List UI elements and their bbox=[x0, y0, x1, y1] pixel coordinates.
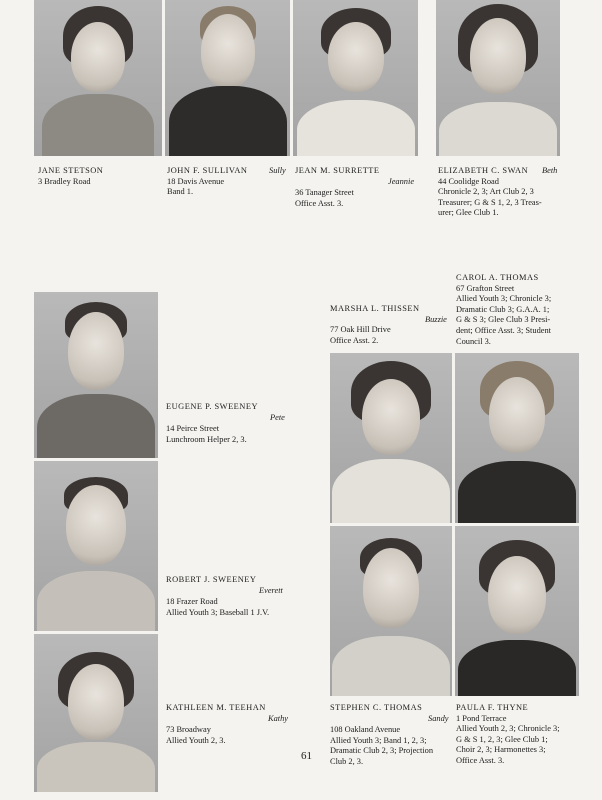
student-caption bbox=[456, 703, 560, 767]
student-name: JOHN F. SULLIVAN bbox=[167, 166, 248, 175]
student-nickname: Pete bbox=[270, 413, 285, 422]
student-caption bbox=[166, 703, 266, 714]
student-address: 3 Bradley Road bbox=[38, 176, 91, 186]
student-nickname: Everett bbox=[259, 586, 283, 595]
student-activities: Office Asst. 3. bbox=[456, 755, 505, 765]
student-name: PAULA F. THYNE bbox=[456, 703, 529, 712]
student-activities: Chronicle 2, 3; Art Club 2, 3 bbox=[438, 187, 534, 197]
student-nickname: Buzzie bbox=[425, 315, 447, 324]
student-activities: Allied Youth 2, 3. bbox=[166, 735, 226, 745]
student-caption bbox=[166, 575, 256, 586]
student-name: EUGENE P. SWEENEY bbox=[166, 402, 259, 411]
student-address: 18 Davis Avenue bbox=[167, 176, 225, 186]
student-activities: Office Asst. 3. bbox=[295, 198, 344, 208]
student-activities: G & S 3; Glee Club 3 Presi- bbox=[456, 315, 551, 325]
student-name: JEAN M. SURRETTE bbox=[295, 166, 380, 175]
student-address: 44 Coolidge Road bbox=[438, 176, 499, 186]
student-activities: Club 2, 3. bbox=[330, 756, 364, 766]
student-address: 1 Pond Terrace bbox=[456, 713, 507, 723]
portrait-kathleen-teehan bbox=[34, 634, 158, 792]
student-activities: Office Asst. 2. bbox=[330, 335, 379, 345]
portrait-jean-surrette bbox=[293, 0, 418, 156]
student-caption-details bbox=[166, 424, 247, 445]
student-activities: Choir 2, 3; Harmonettes 3; bbox=[456, 745, 546, 755]
student-caption-details bbox=[295, 188, 354, 209]
student-caption bbox=[438, 166, 542, 219]
student-nickname: Sandy bbox=[428, 714, 449, 723]
student-name: STEPHEN C. THOMAS bbox=[330, 703, 423, 712]
student-activities: Band 1. bbox=[167, 187, 194, 197]
student-name: MARSHA L. THISSEN bbox=[330, 304, 420, 313]
student-activities: Allied Youth 2, 3; Chronicle 3; bbox=[456, 724, 560, 734]
page-number: 61 bbox=[301, 750, 312, 762]
student-address: 18 Frazer Road bbox=[166, 597, 218, 606]
student-activities: Allied Youth 3; Chronicle 3; bbox=[456, 294, 552, 304]
student-activities: Dramatic Club 2, 3; Projection bbox=[330, 746, 434, 756]
student-address: 14 Peirce Street bbox=[166, 424, 220, 433]
student-name: ELIZABETH C. SWAN bbox=[438, 166, 529, 175]
portrait-paula-thyne bbox=[455, 526, 579, 696]
student-caption bbox=[167, 166, 247, 198]
student-caption bbox=[456, 273, 551, 347]
student-address: 108 Oakland Avenue bbox=[330, 725, 401, 734]
student-name: JANE STETSON bbox=[38, 166, 104, 175]
student-activities: Treasurer; G & S 1, 2, 3 Treas- bbox=[438, 197, 542, 207]
portrait-john-sullivan bbox=[165, 0, 290, 156]
student-activities: dent; Office Asst. 3; Student bbox=[456, 325, 551, 335]
student-caption-details bbox=[166, 597, 269, 618]
student-caption bbox=[166, 402, 258, 413]
student-caption-details bbox=[330, 725, 433, 767]
student-caption bbox=[330, 304, 420, 315]
student-activities: Lunchroom Helper 2, 3. bbox=[166, 434, 247, 444]
portrait-jane-stetson bbox=[34, 0, 162, 156]
student-activities: G & S 1, 2, 3; Glee Club 1; bbox=[456, 734, 548, 744]
student-address: 36 Tanager Street bbox=[295, 188, 354, 197]
student-activities: Council 3. bbox=[456, 336, 491, 346]
student-caption bbox=[295, 166, 380, 177]
portrait-robert-sweeney bbox=[34, 461, 158, 631]
student-address: 67 Grafton Street bbox=[456, 283, 515, 293]
student-activities: Allied Youth 3; Band 1, 2, 3; bbox=[330, 735, 427, 745]
student-nickname: Beth bbox=[542, 166, 558, 175]
student-caption-details bbox=[330, 325, 391, 346]
student-name: KATHLEEN M. TEEHAN bbox=[166, 703, 266, 712]
student-address: 77 Oak Hill Drive bbox=[330, 325, 391, 334]
student-caption bbox=[38, 166, 103, 187]
portrait-marsha-thissen bbox=[330, 353, 452, 523]
student-activities: Allied Youth 3; Baseball 1 J.V. bbox=[166, 607, 270, 617]
student-nickname: Sully bbox=[269, 166, 286, 175]
student-nickname: Kathy bbox=[268, 714, 289, 723]
student-nickname: Jeannie bbox=[388, 177, 415, 186]
portrait-stephen-thomas bbox=[330, 526, 452, 696]
student-caption-details bbox=[166, 725, 226, 746]
portrait-eugene-sweeney bbox=[34, 292, 158, 458]
student-activities: Dramatic Club 3; G.A.A. 1; bbox=[456, 304, 550, 314]
portrait-elizabeth-swan bbox=[436, 0, 560, 156]
portrait-carol-thomas bbox=[455, 353, 579, 523]
student-caption bbox=[330, 703, 422, 714]
student-name: ROBERT J. SWEENEY bbox=[166, 575, 257, 584]
student-address: 73 Broadway bbox=[166, 725, 211, 734]
student-name: CAROL A. THOMAS bbox=[456, 273, 539, 282]
student-activities: urer; Glee Club 1. bbox=[438, 208, 499, 218]
